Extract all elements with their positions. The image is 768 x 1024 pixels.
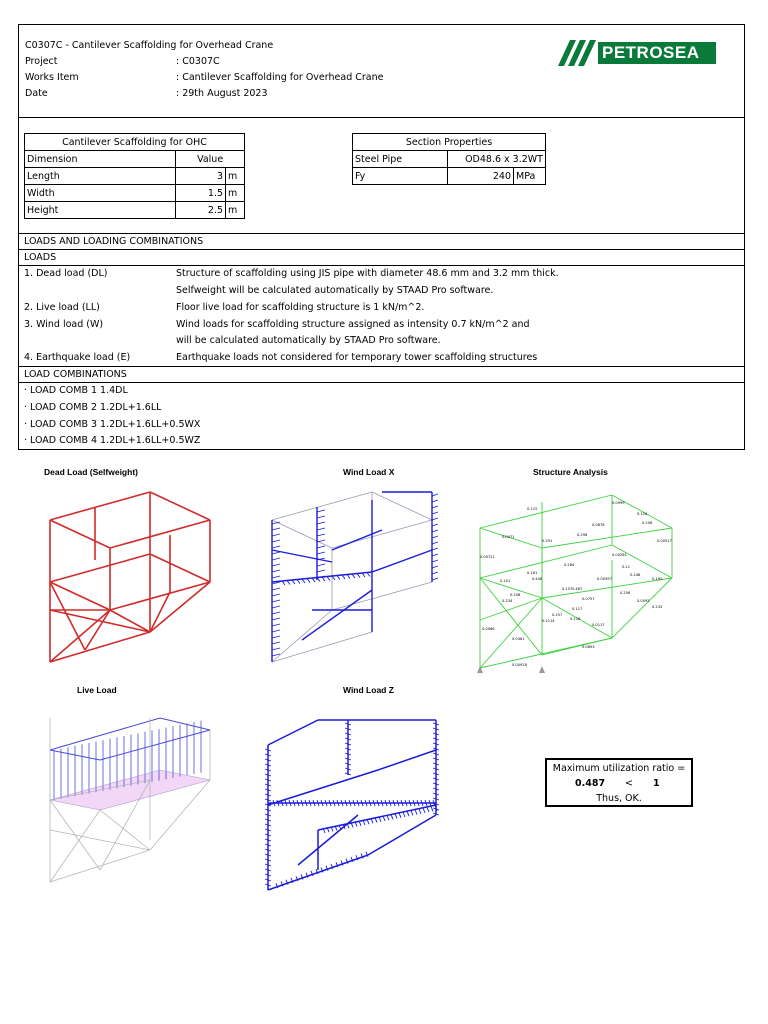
load-arrow bbox=[287, 581, 290, 585]
load-arrow bbox=[432, 494, 438, 496]
section-prop-name: Fy bbox=[353, 168, 448, 185]
load-arrow bbox=[431, 806, 433, 811]
date-label: Date bbox=[25, 88, 48, 99]
load-name: 3. Wind load (W) bbox=[24, 319, 104, 330]
structure-analysis-diagram bbox=[472, 490, 682, 675]
load-arrow bbox=[272, 648, 280, 650]
member-ratio-label: 0.110 bbox=[637, 512, 648, 516]
member-ratio-label: 0.0757 bbox=[582, 597, 595, 601]
load-arrow bbox=[272, 618, 280, 620]
load-arrow bbox=[432, 512, 438, 514]
load-arrow bbox=[432, 560, 438, 562]
member-ratio-label: 0.101 bbox=[500, 579, 511, 583]
member-ratio-label: 0.00517 bbox=[657, 539, 672, 543]
structure-analysis-figure-title: Structure Analysis bbox=[533, 467, 608, 477]
load-arrow bbox=[272, 636, 280, 638]
load-arrow bbox=[317, 528, 325, 530]
table-row bbox=[25, 202, 245, 219]
load-arrow bbox=[317, 546, 325, 548]
load-arrow bbox=[432, 524, 438, 526]
wind-x-figure-title: Wind Load X bbox=[343, 467, 395, 477]
load-arrow bbox=[337, 576, 340, 580]
divider bbox=[18, 366, 745, 367]
load-arrow bbox=[272, 576, 280, 578]
load-arrow bbox=[432, 500, 438, 502]
dead-load-figure-title: Dead Load (Selfweight) bbox=[44, 467, 138, 477]
date-value: : 29th August 2023 bbox=[176, 88, 268, 99]
load-arrow bbox=[317, 540, 325, 542]
load-combination: · LOAD COMB 2 1.2DL+1.6LL bbox=[24, 402, 162, 413]
member-ratio-label: 0.117 bbox=[572, 607, 583, 611]
member-ratio-label: 0.284 bbox=[564, 563, 575, 567]
wind-x-diagram bbox=[262, 490, 442, 670]
table-row bbox=[353, 168, 546, 185]
member-ratio-label: 0.115 bbox=[527, 507, 538, 511]
member-ratio-label: 0.248 bbox=[630, 573, 641, 577]
member-ratio-label: 0.00928 bbox=[512, 663, 527, 667]
utilization-equation bbox=[547, 776, 691, 791]
load-arrow bbox=[432, 506, 438, 508]
load-arrow bbox=[387, 815, 389, 820]
col-dimension-header: Dimension bbox=[25, 151, 176, 168]
load-arrow bbox=[419, 809, 421, 814]
load-arrow bbox=[302, 579, 305, 583]
load-arrow bbox=[432, 542, 438, 544]
member-ratio-label: 0.0893 bbox=[582, 645, 595, 649]
member-ratio-label: 0.0117 bbox=[592, 623, 605, 627]
member-ratio-label: 0.0361 bbox=[512, 637, 525, 641]
load-arrow bbox=[399, 813, 401, 818]
project-value: : C0307C bbox=[176, 56, 220, 67]
load-arrow bbox=[317, 510, 325, 512]
load-arrow bbox=[432, 530, 438, 532]
utilization-box bbox=[545, 758, 693, 807]
member-ratio-label: 0.291 bbox=[542, 539, 553, 543]
member-ratio-label: 0.233 bbox=[652, 605, 663, 609]
load-arrow bbox=[292, 580, 295, 584]
member-ratio-label: 0.00281 bbox=[612, 553, 627, 557]
member-ratio-label: 0.258 bbox=[510, 593, 521, 597]
load-arrow bbox=[352, 574, 355, 578]
dimension-name: Width bbox=[25, 185, 176, 202]
support-icon bbox=[477, 666, 483, 673]
load-desc: Selfweight will be calculated automatically by STAAD Pro software. bbox=[176, 285, 494, 296]
load-arrow bbox=[272, 528, 280, 530]
load-arrow bbox=[317, 534, 325, 536]
load-arrow bbox=[423, 808, 425, 813]
member-ratio-label: 0.161 bbox=[527, 571, 538, 575]
load-arrow bbox=[272, 570, 280, 572]
load-arrow bbox=[432, 518, 438, 520]
load-arrow bbox=[272, 534, 280, 536]
load-arrow bbox=[312, 578, 315, 582]
load-arrow bbox=[272, 612, 280, 614]
load-combination: · LOAD COMB 3 1.2DL+1.6LL+0.5WX bbox=[24, 419, 201, 430]
project-label: Project bbox=[25, 56, 58, 67]
load-arrow bbox=[297, 580, 300, 584]
load-arrow bbox=[272, 558, 280, 560]
wind-z-figure-title: Wind Load Z bbox=[343, 685, 394, 695]
load-arrow bbox=[432, 572, 438, 574]
load-arrow bbox=[317, 516, 325, 518]
utilization-result: Thus, OK. bbox=[596, 793, 642, 804]
member-ratio-label: 0.0092 bbox=[637, 599, 650, 603]
dimension-value: 3 bbox=[176, 168, 226, 185]
live-load-diagram bbox=[40, 710, 220, 890]
load-arrow bbox=[403, 812, 405, 817]
load-arrow bbox=[432, 566, 438, 568]
member-ratio-label: 0.406 bbox=[532, 577, 543, 581]
section-prop-name: Steel Pipe bbox=[353, 151, 448, 168]
section-properties-table bbox=[352, 133, 546, 185]
load-arrow bbox=[362, 573, 365, 577]
member-ratio-label: 0.234 bbox=[502, 599, 513, 603]
utilization-value: 0.487 bbox=[575, 778, 606, 789]
member-ratio-label: 0.296 bbox=[577, 533, 588, 537]
load-combination: · LOAD COMB 4 1.2DL+1.6LL+0.5WZ bbox=[24, 435, 201, 446]
member-ratio-label: 0.157 bbox=[562, 587, 573, 591]
wind-z-diagram bbox=[258, 705, 448, 895]
doc-title: C0307C - Cantilever Scaffolding for Overhead Crane bbox=[25, 40, 274, 51]
load-combination: · LOAD COMB 1 1.4DL bbox=[24, 385, 128, 396]
dimension-value: 2.5 bbox=[176, 202, 226, 219]
live-load-figure-title: Live Load bbox=[77, 685, 117, 695]
dimension-name: Length bbox=[25, 168, 176, 185]
load-combinations-heading: LOAD COMBINATIONS bbox=[24, 369, 127, 380]
load-arrow bbox=[367, 573, 370, 577]
load-arrow bbox=[332, 576, 335, 580]
load-arrow bbox=[272, 552, 280, 554]
section-table-title: Section Properties bbox=[353, 134, 546, 151]
member-ratio-label: 0.0066 bbox=[482, 627, 495, 631]
member-ratio-label: 0.206 bbox=[642, 521, 653, 525]
load-desc: Wind loads for scaffolding structure assigned as intensity 0.7 kN/m^2 and bbox=[176, 319, 530, 330]
member-ratio-label: 0.118 bbox=[570, 617, 581, 621]
load-arrow bbox=[407, 811, 409, 816]
load-name: 2. Live load (LL) bbox=[24, 302, 100, 313]
dimension-value: 1.5 bbox=[176, 185, 226, 202]
dimension-unit: m bbox=[226, 185, 245, 202]
member-ratio-label: 0.0999 bbox=[612, 501, 625, 505]
load-arrow bbox=[272, 546, 280, 548]
load-arrow bbox=[272, 588, 280, 590]
load-arrow bbox=[272, 642, 280, 644]
load-arrow bbox=[432, 536, 438, 538]
load-arrow bbox=[432, 548, 438, 550]
load-arrow bbox=[395, 814, 397, 819]
load-arrow bbox=[415, 810, 417, 815]
table-row bbox=[25, 168, 245, 185]
load-arrow bbox=[317, 570, 325, 572]
load-arrow bbox=[272, 630, 280, 632]
member-ratio-label: 0.487 bbox=[572, 587, 583, 591]
utilization-limit: 1 bbox=[653, 778, 660, 789]
load-arrow bbox=[317, 564, 325, 566]
load-arrow bbox=[317, 522, 325, 524]
support-icon bbox=[539, 666, 545, 673]
load-arrow bbox=[272, 624, 280, 626]
member-ratio-label: 0.0878 bbox=[592, 523, 605, 527]
load-arrow bbox=[272, 564, 280, 566]
member-ratio-label: 0.2114 bbox=[542, 619, 555, 623]
load-arrow bbox=[347, 575, 350, 579]
member-ratio-label: 0.256 bbox=[620, 591, 631, 595]
dimensions-table-title: Cantilever Scaffolding for OHC bbox=[25, 134, 245, 151]
load-arrow bbox=[322, 577, 325, 581]
member-ratio-label: 0.0471 bbox=[502, 535, 515, 539]
logo-wordmark: PETROSEA bbox=[602, 43, 700, 62]
works-item-label: Works Item bbox=[25, 72, 79, 83]
dimension-unit: m bbox=[226, 202, 245, 219]
works-item-value: : Cantilever Scaffolding for Overhead Crane bbox=[176, 72, 384, 83]
load-desc: will be calculated automatically by STAAD Pro software. bbox=[176, 335, 441, 346]
load-arrow bbox=[282, 581, 285, 585]
load-arrow bbox=[432, 554, 438, 556]
load-arrow bbox=[427, 807, 429, 812]
member-ratio-label: 0.11 bbox=[622, 565, 631, 569]
load-name: 4. Earthquake load (E) bbox=[24, 352, 131, 363]
load-arrow bbox=[317, 552, 325, 554]
load-arrow bbox=[272, 600, 280, 602]
load-arrow bbox=[327, 577, 330, 581]
col-value-header: Value bbox=[176, 151, 245, 168]
load-name: 1. Dead load (DL) bbox=[24, 268, 108, 279]
load-arrow bbox=[272, 594, 280, 596]
dead-load-diagram bbox=[40, 490, 220, 670]
load-arrow bbox=[391, 814, 393, 819]
loads-section-heading: LOADS AND LOADING COMBINATIONS bbox=[24, 236, 204, 247]
load-arrow bbox=[342, 575, 345, 579]
dimensions-table bbox=[24, 133, 245, 219]
loads-heading: LOADS bbox=[24, 252, 57, 263]
load-arrow bbox=[307, 579, 310, 583]
member-ratio-label: 0.00397 bbox=[597, 577, 612, 581]
load-arrow bbox=[357, 574, 360, 578]
load-arrow bbox=[272, 540, 280, 542]
member-ratio-label: 0.192 bbox=[652, 577, 663, 581]
member-ratio-label: 0.257 bbox=[552, 613, 563, 617]
member-ratio-label: 0.00721 bbox=[480, 555, 495, 559]
load-arrow bbox=[411, 810, 413, 815]
utilization-operator: < bbox=[625, 778, 633, 789]
table-row bbox=[25, 185, 245, 202]
dimension-name: Height bbox=[25, 202, 176, 219]
load-arrow bbox=[432, 578, 438, 580]
load-desc: Floor live load for scaffolding structure is 1 kN/m^2. bbox=[176, 302, 425, 313]
utilization-label: Maximum utilization ratio = bbox=[552, 763, 686, 774]
section-prop-unit: MPa bbox=[514, 168, 546, 185]
load-arrow bbox=[272, 606, 280, 608]
table-row bbox=[353, 151, 546, 168]
section-prop-value: OD48.6 x 3.2WT bbox=[448, 151, 546, 168]
company-logo bbox=[556, 38, 721, 68]
load-desc: Earthquake loads not considered for temporary tower scaffolding structures bbox=[176, 352, 538, 363]
section-prop-value: 240 bbox=[448, 168, 514, 185]
load-desc: Structure of scaffolding using JIS pipe with diameter 48.6 mm and 3.2 mm thick. bbox=[176, 268, 559, 279]
dimension-unit: m bbox=[226, 168, 245, 185]
